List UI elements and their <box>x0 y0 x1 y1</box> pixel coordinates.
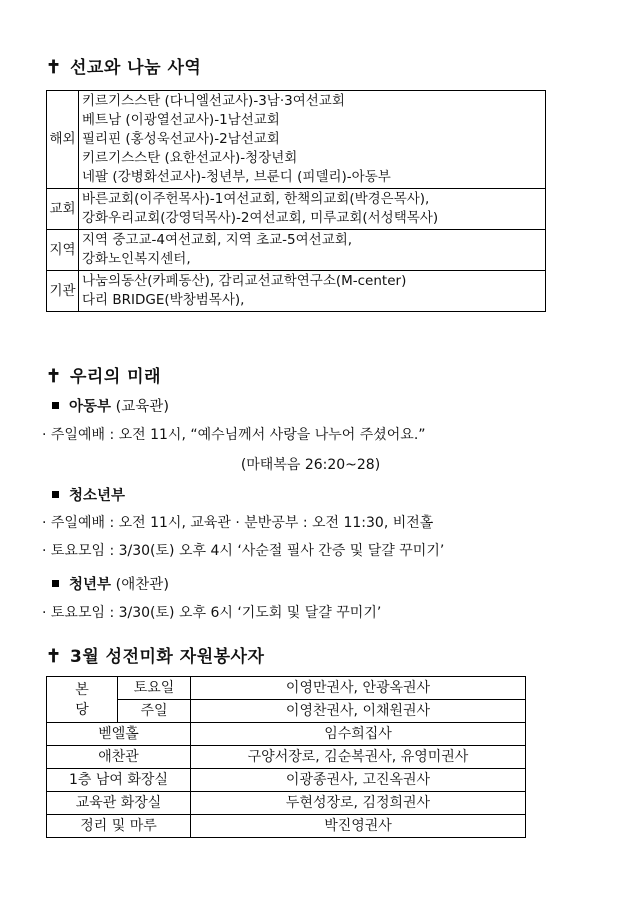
names-cell: 이영만권사, 안광옥권사 <box>191 677 526 700</box>
mission-cell <box>79 271 546 312</box>
section-heading-future <box>46 362 161 387</box>
place-cell: 정리 및 마루 <box>47 815 191 838</box>
section-heading-volunteers <box>46 642 264 667</box>
subsection-name: 청년부 <box>69 577 112 593</box>
cross-icon: ✝ <box>46 57 62 78</box>
day-cell: 토요일 <box>118 677 191 700</box>
names-cell: 구양서장로, 김순복권사, 유영미권사 <box>191 746 526 769</box>
table-row <box>47 769 526 792</box>
table-row <box>47 792 526 815</box>
category-cell: 지역 <box>47 230 79 271</box>
young-adults-saturday-line: · 토요모임 : 3/30(토) 오후 6시 ‘기도회 및 달걀 꾸미기’ <box>42 605 382 621</box>
category-cell: 기관 <box>47 271 79 312</box>
section-title: 선교와 나눔 사역 <box>70 58 202 78</box>
mission-line: 다리 BRIDGE(박창범목사), <box>82 292 245 308</box>
main-sanctuary-label-top: 본 <box>75 681 89 698</box>
table-row <box>47 746 526 769</box>
youth-worship-line: · 주일예배 : 오전 11시, 교육관 · 분반공부 : 오전 11:30, 비전홀 <box>42 515 434 531</box>
square-bullet-icon <box>52 402 59 409</box>
mission-cell <box>79 189 546 230</box>
names-cell: 이광종권사, 고진옥권사 <box>191 769 526 792</box>
mission-line: 바른교회(이주헌목사)-1여선교회, 한책의교회(박경은목사), <box>82 191 430 207</box>
mission-line: 강화우리교회(강영덕목사)-2여선교회, 미루교회(서성택목사) <box>82 210 439 226</box>
section-title: 우리의 미래 <box>70 367 162 387</box>
main-sanctuary-label-bottom: 당 <box>75 701 89 718</box>
subsection-name: 청소년부 <box>69 488 126 504</box>
names-cell: 이영찬권사, 이채원권사 <box>191 700 526 723</box>
mission-cell <box>79 91 546 189</box>
names-cell: 박진영권사 <box>191 815 526 838</box>
square-bullet-icon <box>52 491 59 498</box>
subsection-youth <box>52 484 125 505</box>
table-row <box>47 677 526 700</box>
names-cell: 임수희집사 <box>191 723 526 746</box>
category-cell: 해외 <box>47 91 79 189</box>
subsection-name: 아동부 <box>69 399 112 415</box>
mission-table <box>46 90 546 312</box>
main-sanctuary-cell <box>47 677 118 723</box>
mission-line: 베트남 (이광열선교사)-1남선교회 <box>82 112 280 128</box>
table-row <box>47 700 526 723</box>
place-cell: 애찬관 <box>47 746 191 769</box>
mission-line: 네팔 (강병화선교사)-청년부, 브룬디 (피델리)-아동부 <box>82 169 391 185</box>
place-cell: 벧엘홀 <box>47 723 191 746</box>
table-row <box>47 91 546 189</box>
subsection-young-adults <box>52 573 169 594</box>
table-row <box>47 271 546 312</box>
cross-icon: ✝ <box>46 366 62 387</box>
subsection-place: (교육관) <box>115 399 169 415</box>
day-cell: 주일 <box>118 700 191 723</box>
mission-line: 강화노인복지센터, <box>82 251 191 267</box>
mission-line: 키르기스스탄 (요한선교사)-청장년회 <box>82 150 298 166</box>
place-cell: 1층 남여 화장실 <box>47 769 191 792</box>
square-bullet-icon <box>52 580 59 587</box>
children-worship-line: · 주일예배 : 오전 11시, “예수님께서 사랑을 나누어 주셨어요.” <box>42 427 426 443</box>
mission-line: 필리핀 (홍성욱선교사)-2남선교회 <box>82 131 280 147</box>
section-title: 3월 성전미화 자원봉사자 <box>70 647 265 667</box>
mission-line: 나눔의동산(카페동산), 감리교선교학연구소(M-center) <box>82 273 407 289</box>
section-heading-mission <box>46 53 201 78</box>
table-row <box>47 815 526 838</box>
cross-icon: ✝ <box>46 646 62 667</box>
place-cell: 교육관 화장실 <box>47 792 191 815</box>
scripture-reference: (마태복음 26:20~28) <box>240 457 381 473</box>
youth-saturday-line: · 토요모임 : 3/30(토) 오후 4시 ‘사순절 필사 간증 및 달걀 꾸미기’ <box>42 543 445 559</box>
subsection-place: (애찬관) <box>115 577 169 593</box>
table-row <box>47 189 546 230</box>
table-row <box>47 723 526 746</box>
category-cell: 교회 <box>47 189 79 230</box>
mission-line: 지역 중고교-4여선교회, 지역 초교-5여선교회, <box>82 232 353 248</box>
table-row <box>47 230 546 271</box>
volunteer-table <box>46 676 526 838</box>
subsection-children <box>52 395 169 416</box>
mission-cell <box>79 230 546 271</box>
names-cell: 두현성장로, 김정희권사 <box>191 792 526 815</box>
mission-line: 키르기스스탄 (다니엘선교사)-3남·3여선교회 <box>82 93 345 109</box>
